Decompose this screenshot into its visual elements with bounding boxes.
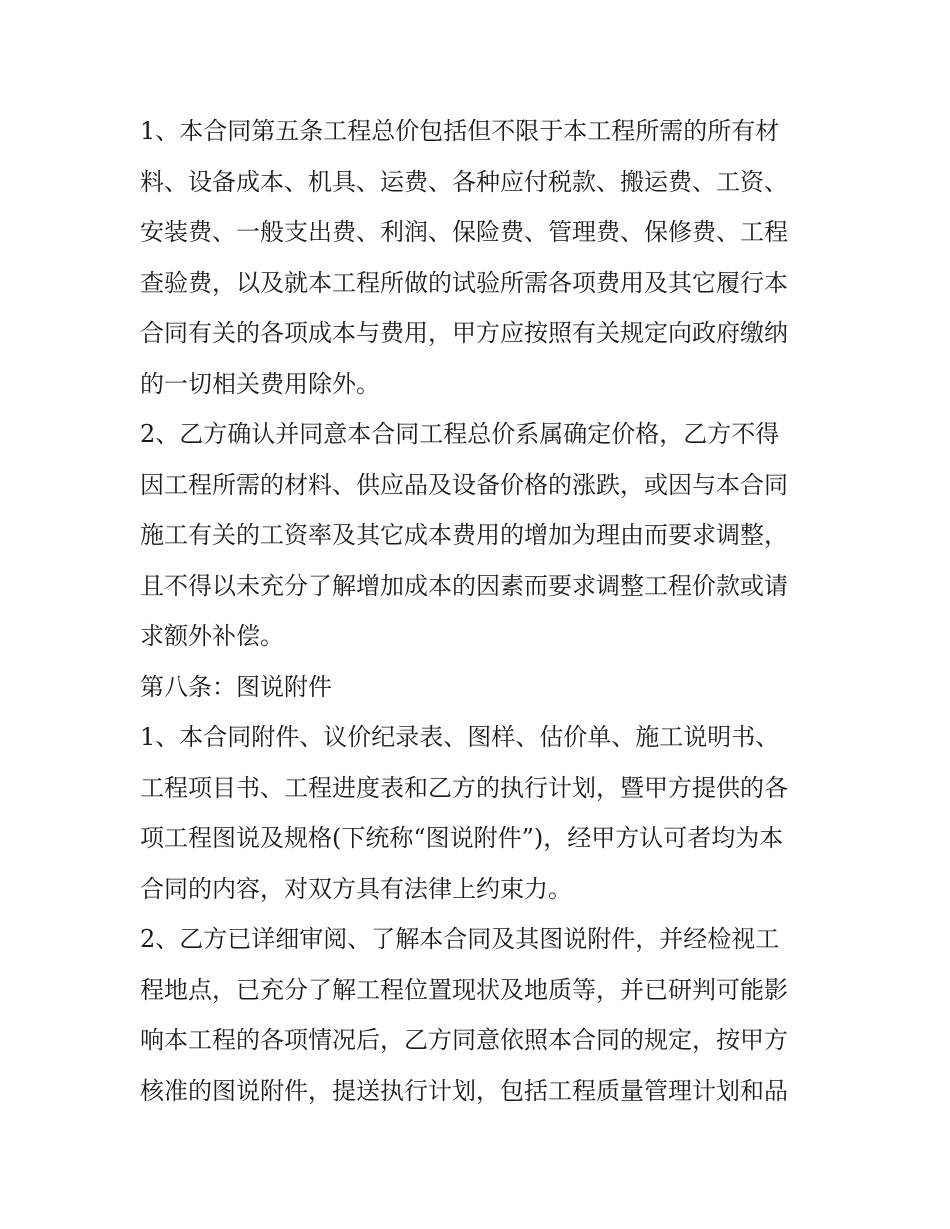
paragraph-article-8-clause-2: 2、乙方已详细审阅、了解本合同及其图说附件，并经检视工 程地点，已充分了解工程位置现状及地质等，并已研判可能影 响本工程的各项情况后，乙方同意依照本合同的规定，按甲方 核准的图说附件，提送执行计划，包括工程质量管理计划和品	[140, 925, 788, 1105]
document-body	[140, 106, 820, 1116]
paragraph-clause-2: 2、乙方确认并同意本合同工程总价系属确定价格，乙方不得 因工程所需的材料、供应品及设备价格的涨跌，或因与本合同 施工有关的工资率及其它成本费用的增加为理由而要求调整， 且不得以未充分了解增加成本的因素而要求调整工程价款或请 求额外补偿。	[140, 420, 788, 650]
section-heading-article-8: 第八条：图说附件	[140, 672, 332, 701]
paragraph-clause-1: 1、本合同第五条工程总价包括但不限于本工程所需的所有材 料、设备成本、机具、运费、各种应付税款、搬运费、工资、 安装费、一般支出费、利润、保险费、管理费、保修费、工程 查验费，以及就本工程所做的试验所需各项费用及其它履行本 合同有关的各项成本与费用，甲方应按照有关规定向政府缴纳 的一切相关费用除外。	[140, 117, 788, 398]
paragraph-article-8-clause-1: 1、本合同附件、议价纪录表、图样、估价单、施工说明书、 工程项目书、工程进度表和乙方的执行计划，暨甲方提供的各 项工程图说及规格(下统称“图说附件”)，经甲方认可者均为本 合同的内容，对双方具有法律上约束力。	[140, 723, 788, 903]
